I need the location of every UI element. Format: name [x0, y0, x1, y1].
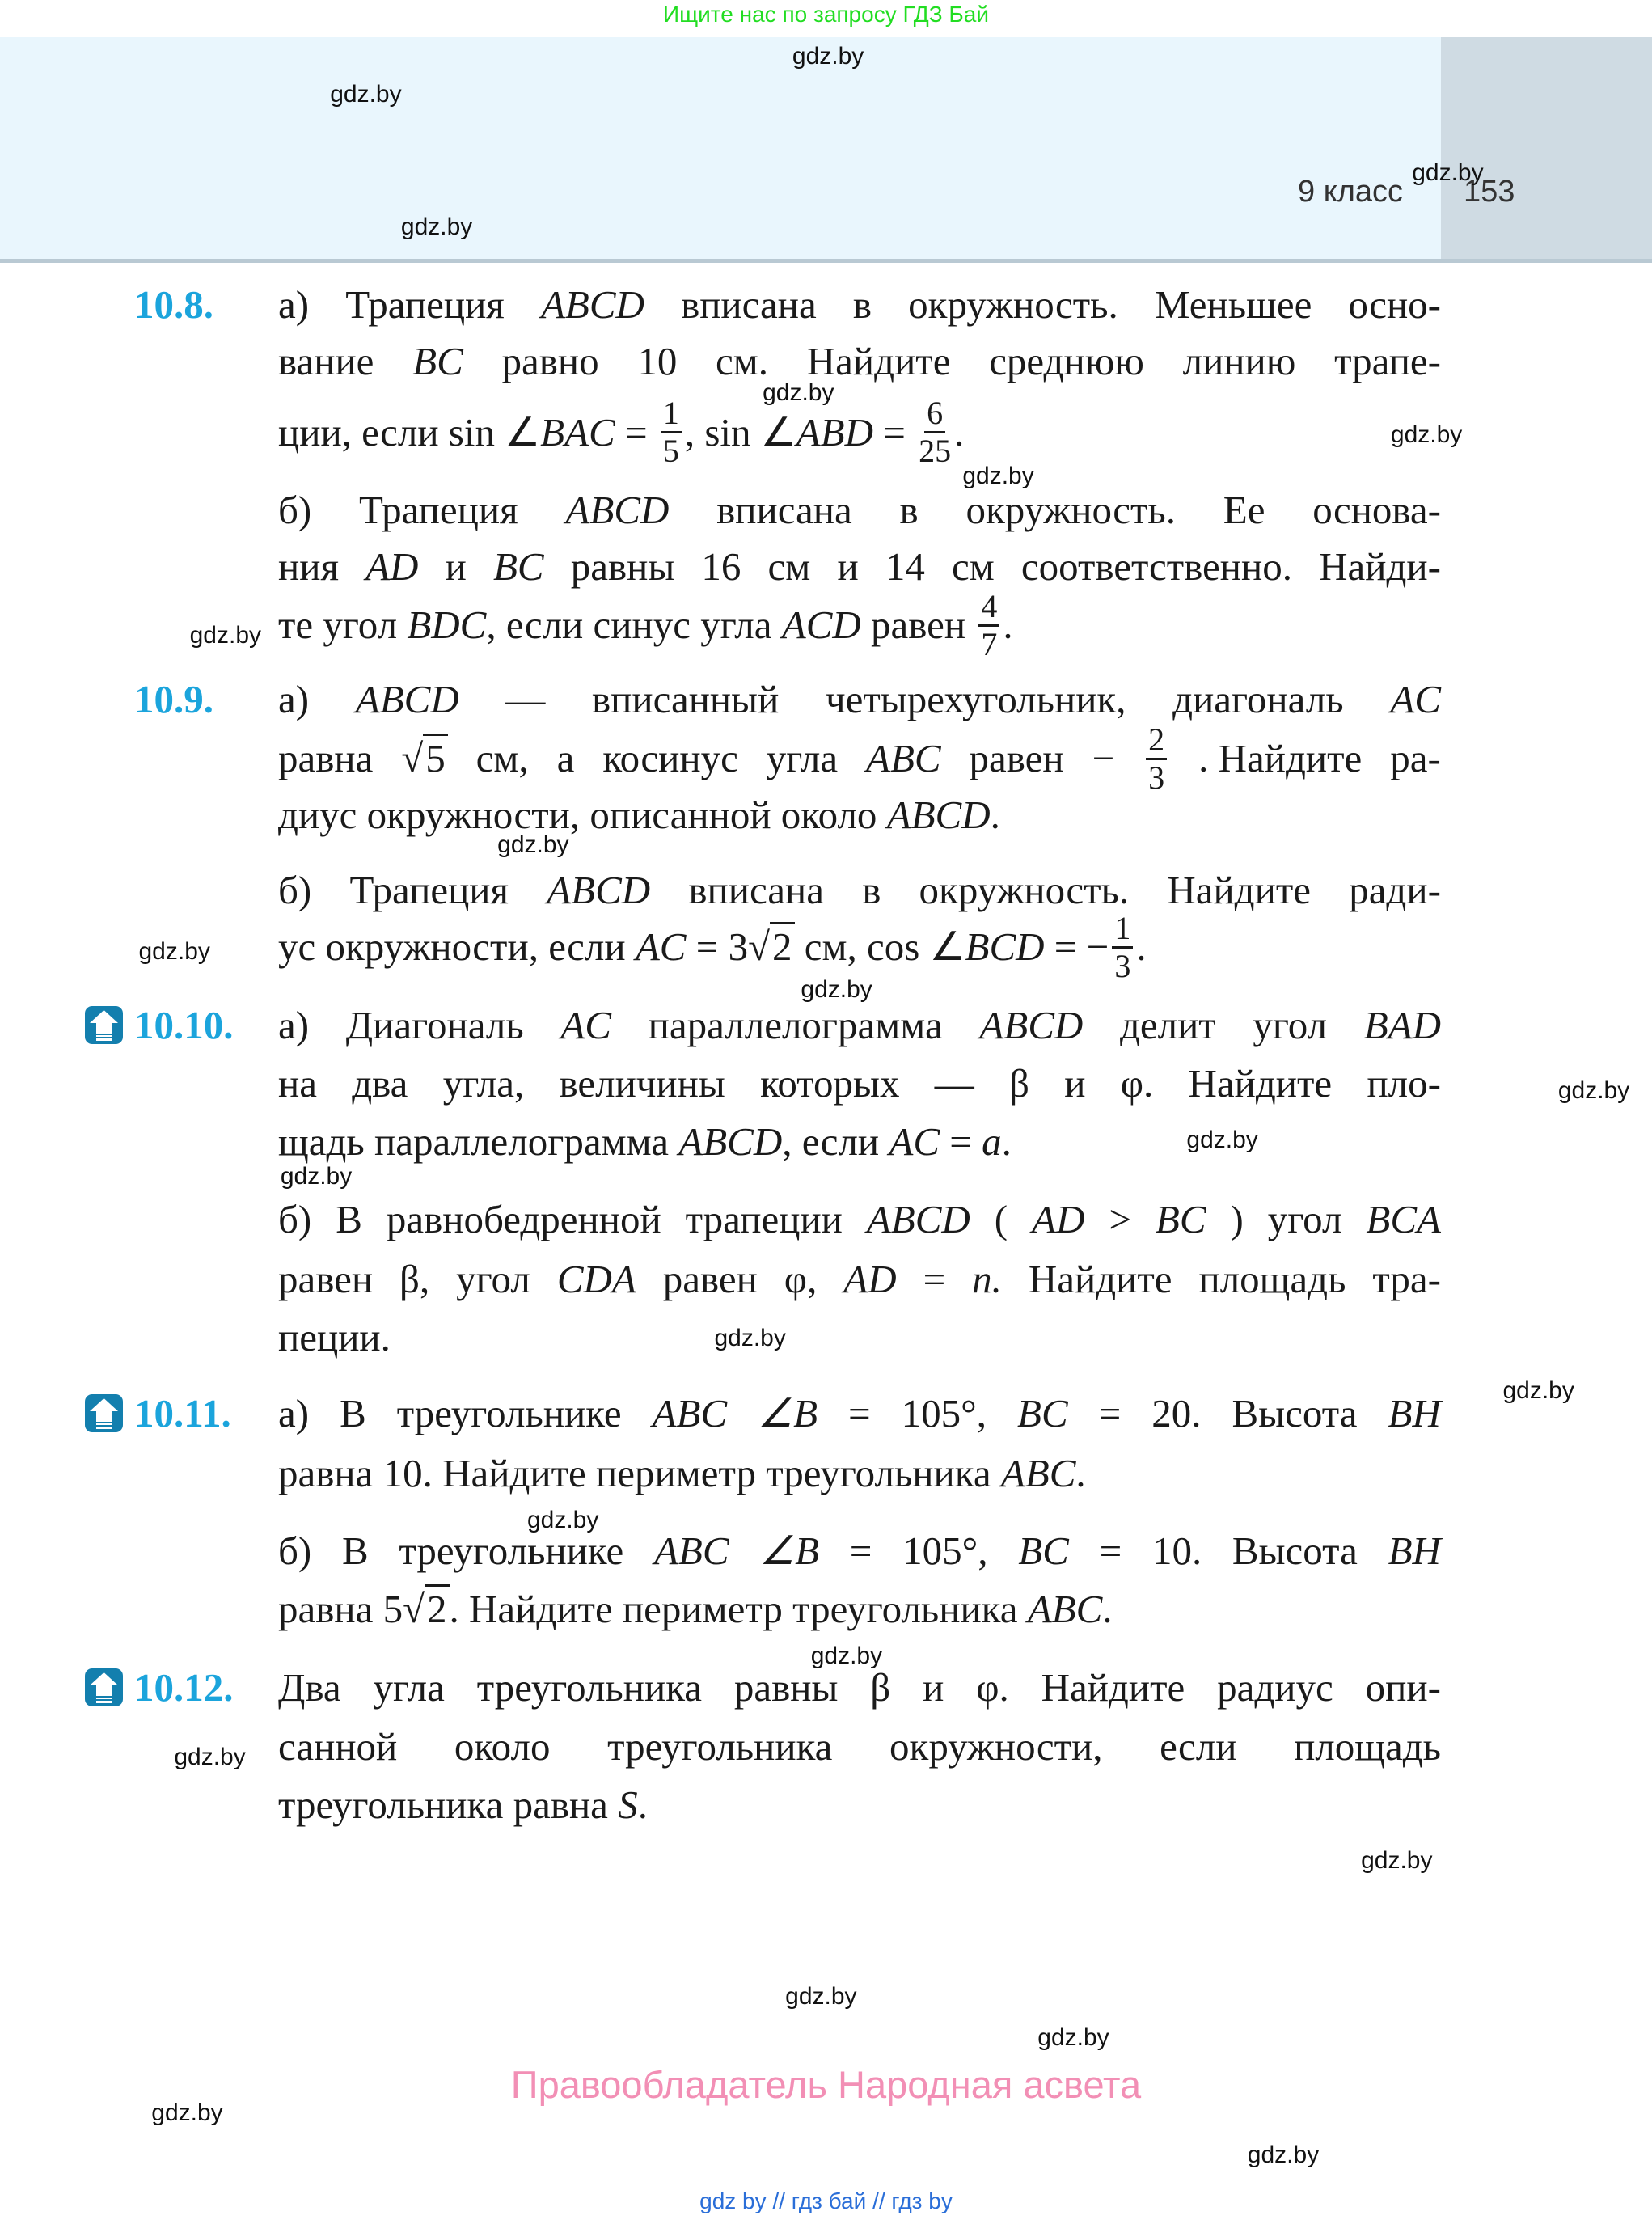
problem-text-line [278, 1250, 1441, 1309]
math-variable: BCD [965, 924, 1045, 970]
math-variable: AD [365, 544, 419, 590]
text-segment: . [954, 409, 965, 455]
denominator: 5 [662, 433, 679, 470]
text-segment: опи- [1365, 1664, 1441, 1710]
watermark: gdz.by [497, 831, 569, 859]
text-segment: , если [782, 1118, 889, 1164]
text-segment: равна 5 [278, 1587, 403, 1632]
math-variable: ABC [1027, 1587, 1103, 1632]
problem-number: 10.12. [134, 1664, 234, 1710]
watermark: gdz.by [330, 81, 402, 108]
math-variable: ABD [796, 409, 873, 455]
problem-number: 10.11. [134, 1391, 231, 1436]
text-segment: = [940, 1118, 982, 1164]
watermark: gdz.by [1247, 2142, 1320, 2169]
text-segment: параллелограмма [648, 1002, 943, 1047]
math-variable: ∠B [759, 1528, 820, 1574]
text-segment: ) [1230, 1197, 1244, 1242]
watermark: gdz.by [763, 378, 834, 406]
problem-text-line [278, 861, 1441, 920]
text-segment: основа- [1312, 488, 1441, 533]
text-segment: соответственно. [1020, 544, 1292, 590]
text-segment: диус окружности, описанной около [278, 793, 887, 838]
text-segment: угла, [442, 1060, 525, 1106]
math-variable: ABCD [678, 1118, 783, 1164]
math-variable: ABCD [979, 1002, 1084, 1047]
math-variable: BC [1155, 1197, 1206, 1242]
text-segment: Найдите [1041, 1664, 1185, 1710]
text-segment: = [923, 1256, 946, 1301]
numerator: 1 [661, 395, 682, 433]
text-segment: равна 10. Найдите периметр треугольника [278, 1450, 1001, 1495]
text-segment: ции, если sin ∠ [278, 409, 541, 455]
text-segment: окружность. [908, 282, 1118, 328]
watermark: gdz.by [785, 1983, 857, 2010]
text-segment: — [934, 1060, 974, 1106]
text-segment: Найди- [1319, 544, 1441, 590]
math-variable: ABCD [565, 488, 670, 533]
text-segment: треугольнике [399, 1528, 624, 1574]
text-segment: угла [373, 1664, 445, 1710]
watermark: gdz.by [280, 1163, 353, 1190]
math-variable: a [982, 1118, 1002, 1164]
text-segment: вписана [688, 868, 825, 913]
text-segment: Высота [1232, 1528, 1358, 1574]
text-segment: осно- [1348, 282, 1441, 328]
text-segment: ради- [1349, 868, 1441, 913]
denominator: 3 [1114, 947, 1131, 984]
watermark: gdz.by [1361, 1846, 1433, 1874]
problem-text-line [278, 1718, 1441, 1776]
text-segment: = [849, 1528, 872, 1574]
text-segment: в [899, 488, 919, 533]
text-segment: > [1109, 1197, 1131, 1242]
text-segment: а) [278, 282, 310, 328]
text-segment: тра- [1372, 1256, 1441, 1301]
math-variable: BCA [1366, 1197, 1441, 1242]
text-segment: ( [994, 1197, 1008, 1242]
text-segment: пеции. [278, 1314, 391, 1359]
math-variable: BC [412, 339, 463, 384]
text-segment: β [1008, 1060, 1029, 1106]
text-segment: . Найдите периметр треугольника [449, 1587, 1028, 1632]
text-segment: а) [278, 1391, 310, 1436]
text-segment: β [870, 1664, 891, 1710]
math-variable: n. [972, 1256, 1002, 1301]
text-segment: два [352, 1060, 408, 1106]
text-segment: и [445, 544, 467, 590]
text-segment: б) [278, 868, 312, 913]
math-variable: BH [1388, 1528, 1441, 1574]
problem-text-line [278, 1580, 1441, 1638]
text-segment: окружность. [965, 488, 1177, 533]
text-segment: 20. [1151, 1391, 1202, 1436]
numerator: 6 [924, 395, 945, 433]
watermark: gdz.by [1557, 1076, 1630, 1104]
text-segment: и [1064, 1060, 1086, 1106]
text-segment: Найдите [1167, 868, 1311, 913]
text-segment: щадь параллелограмма [278, 1118, 679, 1164]
math-variable: AD [843, 1256, 897, 1301]
text-segment: санной [278, 1724, 398, 1769]
square-root [403, 1580, 449, 1638]
level-up-icon [85, 1006, 123, 1044]
text-segment: φ. [1120, 1060, 1154, 1106]
text-segment: равен [662, 1256, 758, 1301]
text-segment: , если синус угла [486, 603, 782, 648]
text-segment: в [862, 868, 881, 913]
text-segment: Меньшее [1154, 282, 1312, 328]
text-segment: угол [1267, 1197, 1342, 1242]
watermark: gdz.by [1037, 2023, 1109, 2051]
text-segment: вписана [681, 282, 817, 328]
text-segment: величины [559, 1060, 725, 1106]
math-variable: ABC [866, 736, 941, 781]
text-segment: см [767, 544, 811, 590]
text-segment: . [1136, 924, 1147, 970]
text-segment: = [848, 1391, 871, 1436]
watermark: gdz.by [189, 621, 262, 649]
text-segment: линию [1182, 339, 1296, 384]
text-segment: β, [399, 1256, 430, 1301]
text-segment: диагональ [1172, 676, 1344, 721]
text-segment: б) [278, 1528, 312, 1574]
text-segment: см. [716, 339, 769, 384]
text-segment: угла [766, 736, 839, 781]
problem-text-line [278, 587, 1441, 662]
text-segment: треугольнике [396, 1391, 622, 1436]
text-segment: 105°, [902, 1528, 988, 1574]
watermark: gdz.by [174, 1743, 246, 1770]
math-variable: ∠B [758, 1391, 818, 1436]
numerator: 1 [1112, 911, 1133, 949]
problem-text-line [278, 395, 1441, 470]
math-variable: BC [1018, 1528, 1069, 1574]
text-segment: φ, [784, 1256, 818, 1301]
math-variable: CDA [556, 1256, 636, 1301]
math-variable: BC [492, 544, 544, 590]
problem-text-line [278, 1309, 1441, 1367]
text-segment: Ее [1223, 488, 1265, 533]
footer-links[interactable]: gdz by // гдз бай // гдз by [699, 2188, 953, 2213]
problem-text-line [278, 996, 1441, 1055]
watermark: gdz.by [810, 1643, 883, 1670]
page-header [0, 37, 1652, 263]
text-segment: равно [501, 339, 599, 384]
text-segment: , sin ∠ [684, 409, 796, 455]
watermark: gdz.by [151, 2099, 223, 2126]
watermark: gdz.by [1390, 421, 1463, 449]
level-up-icon [85, 1668, 123, 1706]
radicand: 5 [423, 734, 448, 780]
radical-sign: √ [401, 736, 424, 781]
text-segment: площадь [1198, 1256, 1346, 1301]
text-segment: б) [278, 1197, 312, 1242]
text-segment: пло- [1367, 1060, 1441, 1106]
text-segment: треугольника равна [278, 1782, 619, 1828]
text-segment: Высота [1232, 1391, 1358, 1436]
watermark: gdz.by [792, 43, 864, 70]
problem-number: 10.8. [134, 282, 213, 328]
text-segment: Диагональ [345, 1002, 524, 1047]
watermark: gdz.by [1502, 1377, 1574, 1405]
text-segment: Трапеция [345, 282, 505, 328]
problem-text-line [278, 1055, 1441, 1113]
text-segment: и [837, 544, 859, 590]
watermark: gdz.by [400, 213, 473, 240]
problem-text-line [278, 1385, 1441, 1443]
watermark: gdz.by [962, 463, 1034, 490]
text-segment: = [872, 409, 916, 455]
text-segment: . [990, 793, 1000, 838]
math-variable: ABCD [540, 282, 644, 328]
text-segment: 16 [701, 544, 741, 590]
text-segment: а) [278, 676, 310, 721]
text-segment: см [951, 544, 995, 590]
math-variable: ABCD [355, 676, 459, 721]
math-variable: BAD [1363, 1002, 1441, 1047]
text-segment: . [1001, 1118, 1012, 1164]
math-variable: BC [1017, 1391, 1068, 1436]
grade-label: 9 класс [1298, 175, 1404, 209]
level-up-icon [85, 1394, 123, 1432]
problem-text-line [278, 670, 1441, 729]
text-segment: те угол [278, 603, 408, 648]
text-segment: б) [278, 488, 312, 533]
text-segment: около [454, 1724, 551, 1769]
text-segment: равен [860, 603, 976, 648]
fraction [919, 395, 951, 469]
problem-number: 10.9. [134, 676, 213, 721]
text-segment: которых [760, 1060, 900, 1106]
math-variable: AC [1390, 676, 1441, 721]
math-variable: ACD [781, 603, 861, 648]
text-segment: 10. [1151, 1528, 1202, 1574]
text-segment: см, [475, 736, 529, 781]
problem-text-line [278, 332, 1441, 391]
text-segment: среднюю [989, 339, 1144, 384]
math-variable: ABC [1000, 1450, 1076, 1495]
square-root [401, 729, 447, 788]
text-segment: Найдите [806, 339, 951, 384]
text-segment: четырехугольник, [825, 676, 1126, 721]
text-segment: Два [278, 1664, 341, 1710]
text-segment: 105°, [901, 1391, 987, 1436]
math-variable: BAC [540, 409, 615, 455]
numerator: 4 [978, 589, 999, 627]
math-variable: BH [1388, 1391, 1441, 1436]
text-segment: а [556, 736, 575, 781]
text-segment: Найдите [1188, 1060, 1333, 1106]
text-segment: равен [969, 736, 1064, 781]
denominator: 3 [1148, 759, 1165, 796]
math-variable: AD [1032, 1197, 1085, 1242]
math-variable: S [618, 1782, 638, 1828]
watermark: gdz.by [138, 937, 210, 965]
text-segment: площадь [1294, 1724, 1441, 1769]
text-segment: ния [278, 544, 339, 590]
text-segment: В [336, 1197, 362, 1242]
text-segment: трапеции [685, 1197, 843, 1242]
text-segment: и [923, 1664, 944, 1710]
text-segment: . [1102, 1587, 1113, 1632]
text-segment: . [1003, 603, 1013, 648]
square-root [748, 918, 794, 976]
text-segment: в [852, 282, 872, 328]
math-variable: AC [635, 924, 687, 970]
text-segment: если [1160, 1724, 1237, 1769]
fraction [1112, 911, 1133, 984]
text-segment: равен [278, 1256, 374, 1301]
text-segment: вание [278, 339, 374, 384]
fraction [1146, 722, 1167, 796]
math-variable: ABCD [547, 868, 651, 913]
header-page-tab [1441, 37, 1652, 259]
text-segment: 10 [637, 339, 678, 384]
text-segment: угол [456, 1256, 530, 1301]
text-segment: Трапеция [359, 488, 518, 533]
radicand: 2 [770, 922, 795, 969]
text-segment: на [278, 1060, 317, 1106]
text-segment: равны [733, 1664, 839, 1710]
text-segment: = [1099, 1528, 1122, 1574]
text-segment: — [505, 676, 546, 721]
text-segment: Трапеция [349, 868, 509, 913]
text-segment: 14 [885, 544, 925, 590]
math-variable: ABC [652, 1391, 728, 1436]
text-segment: . [1075, 1450, 1086, 1495]
problem-text-line [278, 1113, 1441, 1171]
problem-text-line [278, 909, 1441, 984]
radical-sign: √ [403, 1587, 425, 1632]
text-segment: окружность. [919, 868, 1130, 913]
problem-text-line [278, 538, 1441, 596]
numerator: 2 [1146, 722, 1167, 760]
fraction [978, 589, 999, 662]
text-segment: делит [1119, 1002, 1216, 1047]
problem-text-line [278, 786, 1441, 844]
text-segment: угол [1253, 1002, 1328, 1047]
watermark: gdz.by [1412, 159, 1484, 186]
text-segment: вписанный [592, 676, 780, 721]
math-variable: BDC [407, 603, 487, 648]
text-segment: = [1098, 1391, 1122, 1436]
text-segment: вписана [716, 488, 852, 533]
problem-text-line [278, 1776, 1441, 1834]
watermark: gdz.by [526, 1506, 599, 1533]
text-segment: ра- [1390, 736, 1441, 781]
denominator: 7 [981, 625, 998, 662]
rights-holder-text: Правообладатель Народная асвета [510, 2063, 1142, 2106]
page-number: 153 [1464, 175, 1515, 209]
text-segment: окружности, [889, 1724, 1103, 1769]
radicand: 2 [425, 1584, 450, 1631]
problem-text-line [278, 481, 1441, 539]
watermark: gdz.by [1186, 1126, 1258, 1153]
text-segment: равны [570, 544, 675, 590]
text-segment: косинус [602, 736, 738, 781]
problem-text-line [278, 1444, 1441, 1503]
text-segment: = 3 [686, 924, 749, 970]
watermark: gdz.by [714, 1325, 786, 1352]
problem-text-line [278, 1190, 1441, 1249]
text-segment: равна [278, 736, 374, 781]
text-segment: равнобедренной [386, 1197, 661, 1242]
math-variable: AC [889, 1118, 940, 1164]
text-segment: треугольника [607, 1724, 833, 1769]
text-segment: радиус [1217, 1664, 1333, 1710]
text-segment: . [637, 1782, 648, 1828]
text-segment: трапе- [1334, 339, 1441, 384]
radical-sign: √ [748, 924, 771, 970]
text-segment: . Найдите [1198, 736, 1363, 781]
math-variable: ABCD [886, 793, 991, 838]
text-segment: Найдите [1028, 1256, 1172, 1301]
text-segment: = − [1044, 924, 1109, 970]
text-segment: треугольника [476, 1664, 703, 1710]
text-segment: В [341, 1528, 369, 1574]
denominator: 25 [919, 433, 952, 470]
math-variable: ABCD [866, 1197, 970, 1242]
math-variable: AC [560, 1002, 611, 1047]
problem-text-line [278, 1522, 1441, 1580]
problem-text-line [278, 721, 1441, 796]
problem-text-line [278, 276, 1441, 334]
math-variable: ABC [653, 1528, 729, 1574]
text-segment: ус окружности, если [278, 924, 636, 970]
text-segment: − [1092, 736, 1115, 781]
watermark: gdz.by [801, 976, 872, 1003]
text-segment: = [615, 409, 657, 455]
text-segment: см, cos ∠ [794, 924, 965, 970]
problem-number: 10.10. [134, 1002, 234, 1047]
text-segment: В [340, 1391, 366, 1436]
text-segment: φ. [976, 1664, 1009, 1710]
search-hint: Ищите нас по запросу ГДЗ Бай [662, 2, 990, 27]
fraction [661, 395, 682, 469]
text-segment: а) [278, 1002, 310, 1047]
